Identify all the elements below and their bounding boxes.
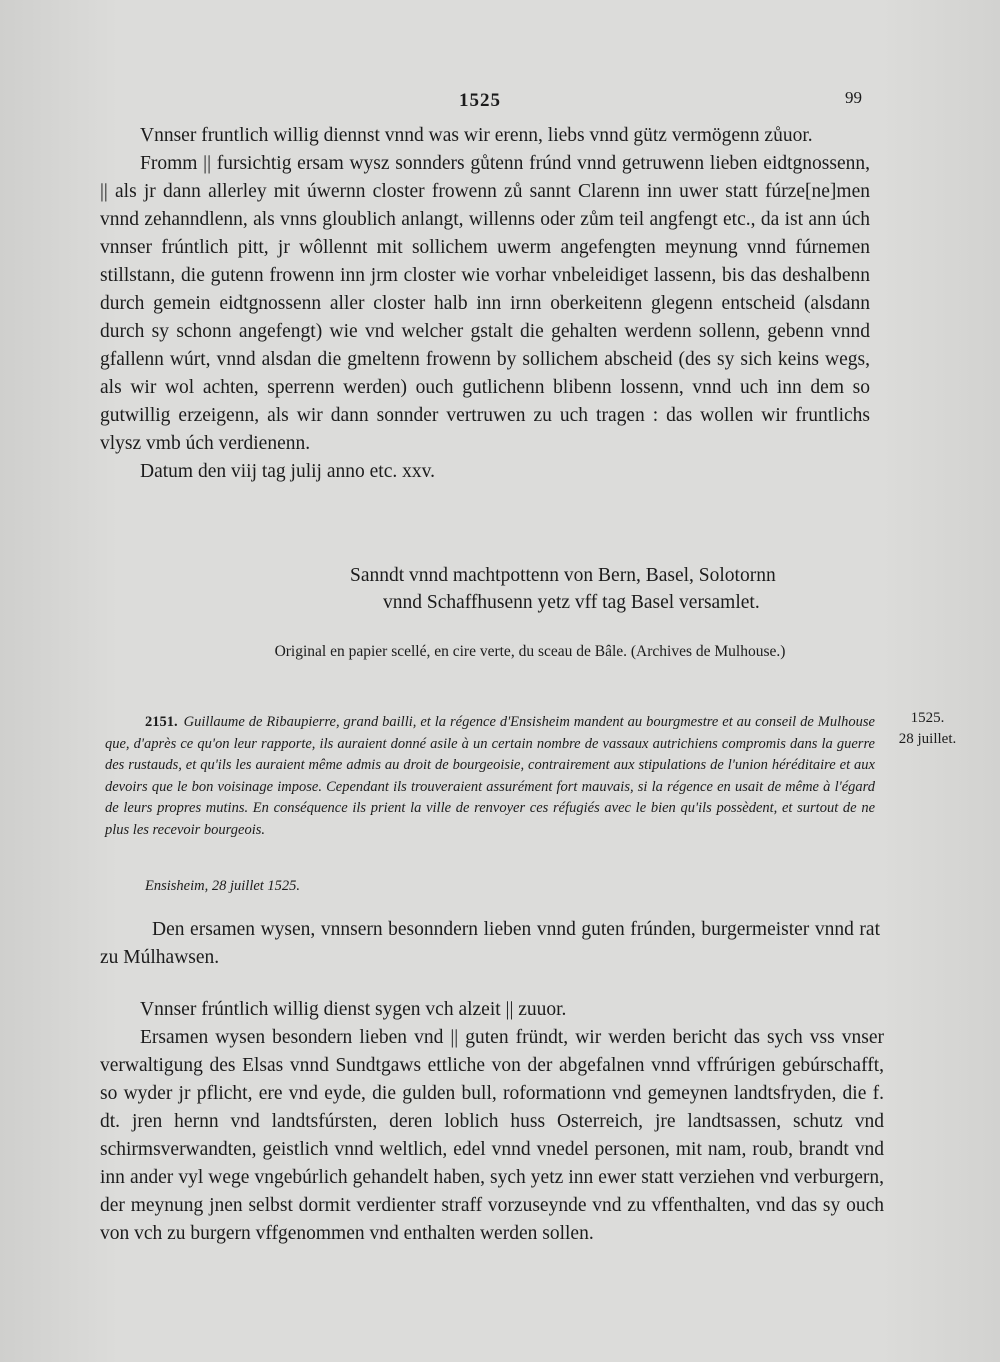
page-number: 99 <box>845 88 862 107</box>
entry-summary-text: Guillaume de Ribaupierre, grand bailli, et la régence d'Ensisheim mandent au bourgmestre et au conseil de Mulhouse que, d'après ce qu'on leur rapporte, ils auraient donné asile à un certain nombre de vassaux autrichiens compromis dans la guerre des rustauds, et qu'ils les auraient même admis au droit de bourgeoisie, contrairement aux stipulations de l'union héréditaire et aux devoirs que le bon voisinage impose. Cependant ils trouveraient assurément fort mauvais, si la régence en usait de même à l'égard de leurs propres mutins. En conséquence ils prient la ville de renvoyer ces réfugiés avec le bien qu'ils possèdent, et surtout de ne plus les recevoir bourgeois. <box>105 714 875 838</box>
letter-ensisheim <box>100 996 884 1248</box>
entry-number: 2151. <box>145 714 178 730</box>
entry-2151-summary <box>105 712 875 841</box>
letter2-greeting: Vnnser frúntlich willig dienst sygen vch alzeit || zuuor. <box>140 999 567 1020</box>
letter-greeting: Vnnser fruntlich willig diennst vnnd was wir erenn, liebs vnnd gütz vermögenn zůuor. <box>140 125 813 146</box>
source-note: Original en papier scellé, en cire verte, du sceau de Bâle. (Archives de Mulhouse.) <box>274 643 786 660</box>
letter-body: Fromm || fursichtig ersam wysz sonnders gůtenn frúnd vnnd getruwenn lieben eidtgnossenn, || als jr dann allerley mit úwernn closter frowenn zů sannt Clarenn inn uwer statt fúrze[ne]men vnnd zehanndlenn, als vnns gloublich anlangt, willenns oder zům teil angfengt etc., da ist ann úch vnnser frúntlich pitt, jr wôllennt mit sollichem uwerm angefengten meynung vnnd fúrnemen stillstann, die gutenn frowenn inn jrm closter wie vorhar vnbeleidiget lassenn, bis das deshalbenn durch gemein eidtgnossenn aller closter halb inn irnn oberkeitenn glegenn entscheid (alsdann durch sy schonn angefengt) wie vnd welcher gstalt die gehalten werdenn sollenn, gebenn vnnd gfallenn wúrt, vnnd alsdan die gmeltenn frowenn by sollichem abscheid (des sy sich keins wegs, als wir wol achten, sperrenn werden) ouch gutlichenn blibenn lossenn, vnnd uch inn dem so gutwillig erzeigenn, als wir dann sonnder vertruwen zu uch tragen : das wollen wir fruntlichs vlysz vmb úch verdienenn. <box>100 153 870 454</box>
entry-place-date: Ensisheim, 28 juillet 1525. <box>145 878 301 894</box>
letter-dating: Datum den viij tag julij anno etc. xxv. <box>140 461 435 482</box>
margin-year: 1525. <box>910 710 945 726</box>
margin-day: 28 juillet. <box>898 731 957 747</box>
margin-date <box>880 708 975 750</box>
signature-line-2: vnnd Schaffhusenn yetz vff tag Basel versamlet. <box>383 592 760 613</box>
running-header-year: 1525 <box>459 90 501 111</box>
letter-address: Den ersamen wysen, vnnsern besonndern lieben vnnd guten frúnden, burgermeister vnnd rat zu Múlhawsen. <box>100 919 880 968</box>
letter2-body: Ersamen wysen besondern lieben vnd || guten fründt, wir werden bericht das sych vss vnser verwaltigung des Elsas vnnd Sundtgaws ettliche von der abgefalnen vnnd vffrúrigen gebúrschafft, so wyder jr pflicht, ere vnd eyde, die gulden bull, roformationn vnd gemeynen landtsfryden, die f. dt. jren hernn vnd landtsfúrsten, deren loblich huss Osterreich, jre landtsassen, schutz vnd schirmsverwandten, geistlich vnnd weltlich, edel vnnd vnedel personen, mit nam, roub, brandt vnd inn ander vyl wege vngebúrlich gehandelt haben, sych yetz inn ewer statt verziehen vnd verburgern, der meynung jnen selbst dormit verdienter straff vorzuseynde vnd zu vffenthalten, vnd das sy ouch von vch zu burgern vffgenommen vnd enthalten werden sollen. <box>100 1027 884 1244</box>
letter-basel <box>100 122 870 486</box>
signature-line-1: Sanndt vnnd machtpottenn von Bern, Basel, Solotornn <box>350 565 776 586</box>
